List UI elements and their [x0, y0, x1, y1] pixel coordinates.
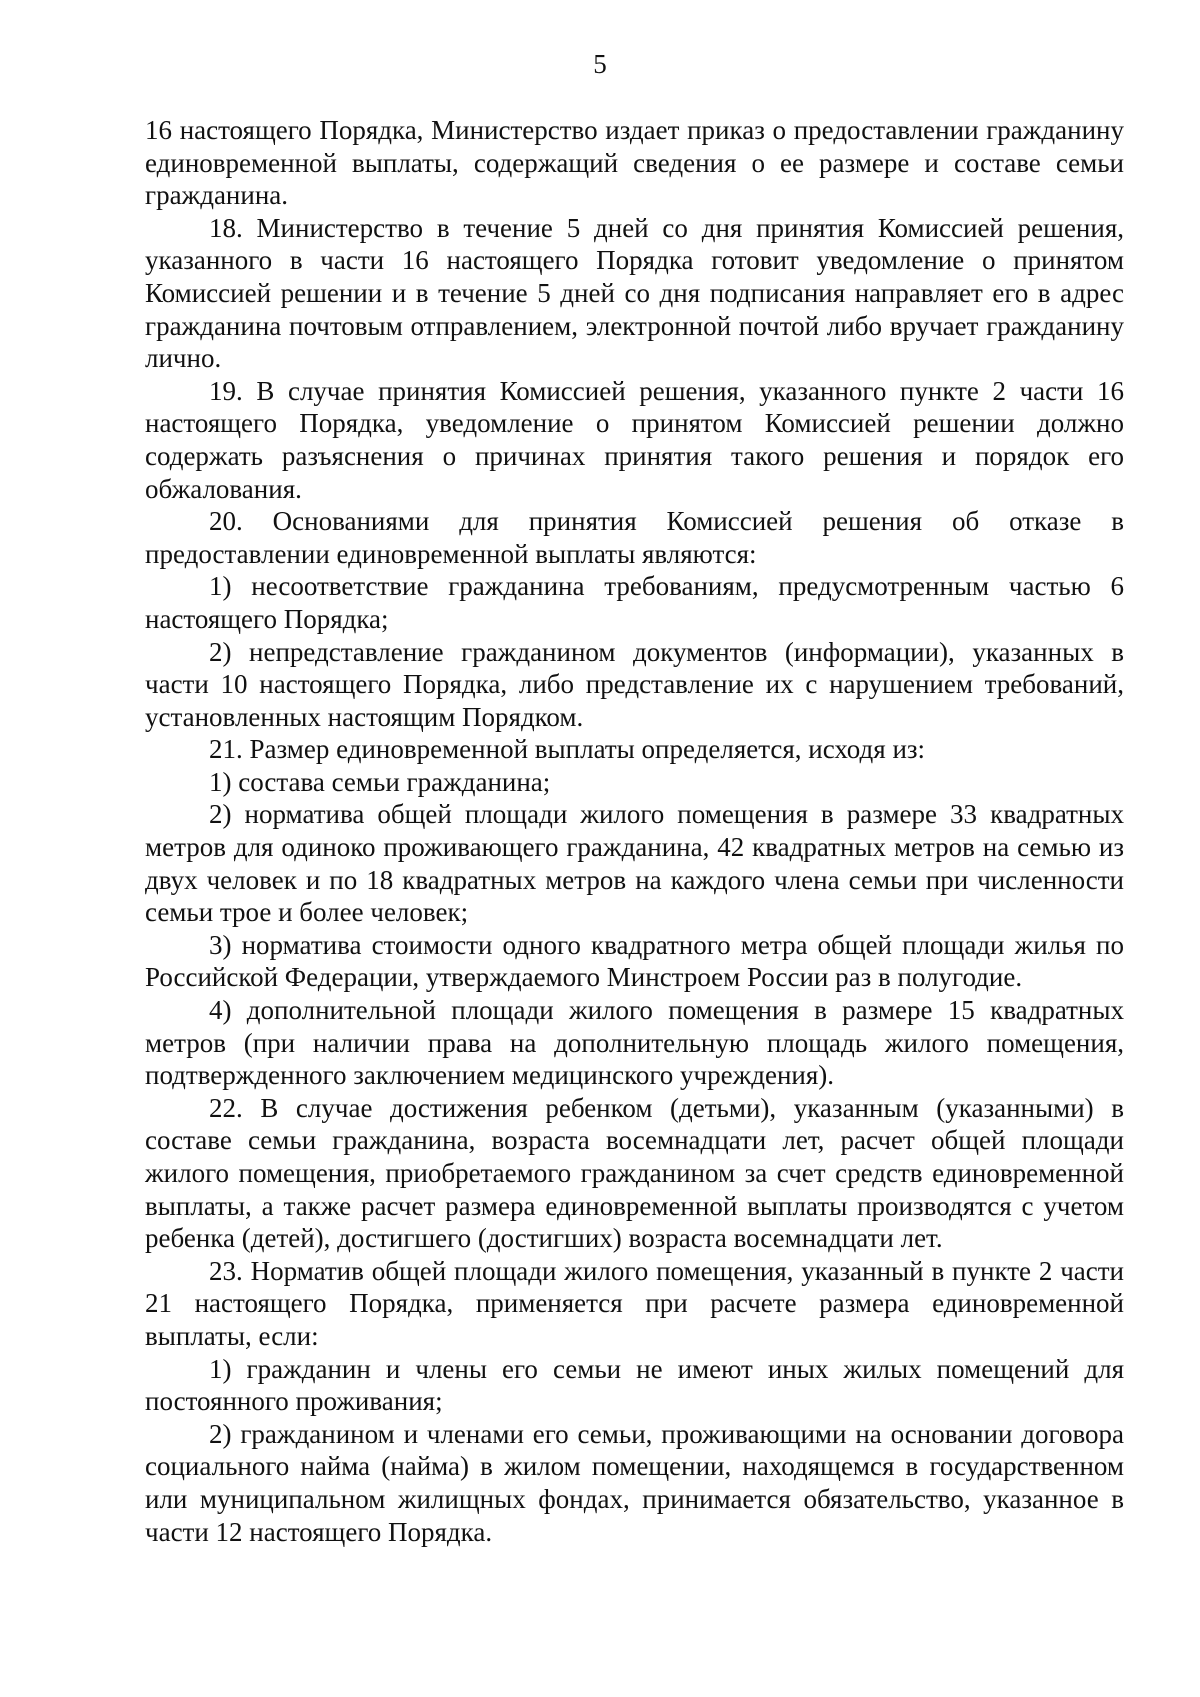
- paragraph-21-item-4: 4) дополнительной площади жилого помещения в размере 15 квадратных метров (при наличии права на дополнительную площадь жилого помещения, подтвержденного заключением медицинского учреждения).: [145, 995, 1124, 1091]
- paragraph-21-item-2: 2) норматива общей площади жилого помещения в размере 33 квадратных метров для одиноко проживающего гражданина, 42 квадратных метров на семью из двух человек и по 18 квадратных метров на каждого члена семьи при численности семьи трое и более человек;: [145, 799, 1124, 928]
- paragraph-19: 19. В случае принятия Комиссией решения, указанного пункте 2 части 16 настоящего Порядка, уведомление о принятом Комиссией решении должно содержать разъяснения о причинах принятия такого решения и порядок его обжалования.: [145, 375, 1124, 504]
- paragraph-18: 18. Министерство в течение 5 дней со дня принятия Комиссией решения, указанного в части 16 настоящего Порядка готовит уведомление о принятом Комиссией решении и в течение 5 дней со дня подписания направляет его в адрес гражданина почтовым отправлением, электронной почтой либо вручает гражданину лично.: [145, 212, 1124, 374]
- paragraph-23: 23. Норматив общей площади жилого помещения, указанный в пункте 2 части 21 настоящего Порядка, применяется при расчете размера единовременной выплаты, если:: [145, 1255, 1124, 1351]
- paragraph-21-item-1: 1) состава семьи гражданина;: [209, 766, 551, 797]
- paragraph-20-item-1: 1) несоответствие гражданина требованиям, предусмотренным частью 6 настоящего Порядка;: [145, 571, 1124, 634]
- document-body: [145, 114, 1124, 1548]
- paragraph-continuation: 16 настоящего Порядка, Министерство издает приказ о предоставлении гражданину единовременной выплаты, содержащий сведения о ее размере и составе семьи гражданина.: [145, 115, 1124, 211]
- paragraph-22: 22. В случае достижения ребенком (детьми), указанным (указанными) в составе семьи гражданина, возраста восемнадцати лет, расчет общей площади жилого помещения, приобретаемого гражданином за счет средств единовременной выплаты, а также расчет размера единовременной выплаты производятся с учетом ребенка (детей), достигшего (достигших) возраста восемнадцати лет.: [145, 1092, 1124, 1254]
- page-number: 5: [593, 49, 607, 79]
- paragraph-21: 21. Размер единовременной выплаты определяется, исходя из:: [209, 734, 926, 765]
- paragraph-23-item-1: 1) гражданин и члены его семьи не имеют иных жилых помещений для постоянного проживания;: [145, 1353, 1124, 1417]
- paragraph-20: 20. Основаниями для принятия Комиссией решения об отказе в предоставлении единовременной выплаты являются:: [145, 506, 1124, 569]
- paragraph-21-item-3: 3) норматива стоимости одного квадратного метра общей площади жилья по Российской Федерации, утверждаемого Минстроем России раз в полугодие.: [145, 929, 1124, 993]
- paragraph-20-item-2: 2) непредставление гражданином документов (информации), указанных в части 10 настоящего Порядка, либо представление их с нарушением требований, установленных настоящим Порядком.: [145, 636, 1124, 732]
- paragraph-23-item-2: 2) гражданином и членами его семьи, проживающими на основании договора социального найма (найма) в жилом помещении, находящемся в государственном или муниципальном жилищных фондах, принимается обязательство, указанное в части 12 настоящего Порядка.: [145, 1418, 1124, 1547]
